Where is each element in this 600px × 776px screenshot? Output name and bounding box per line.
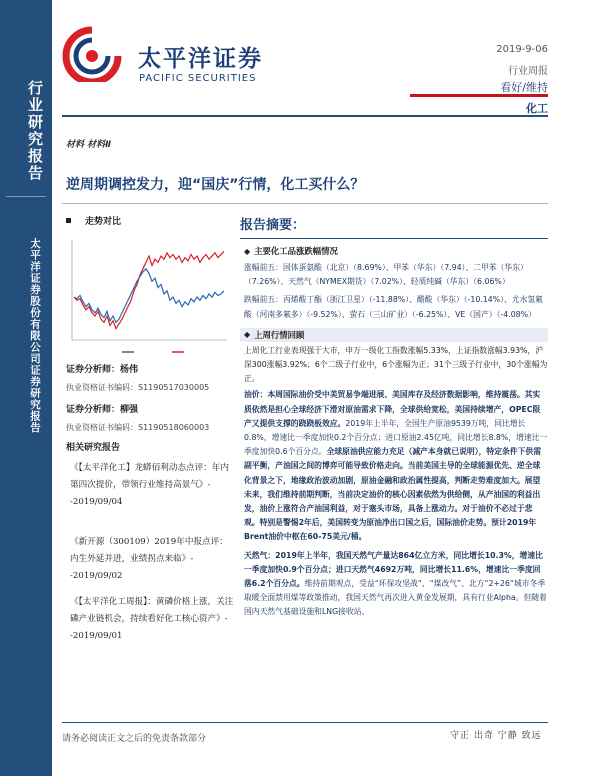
summary-title: 报告摘要： xyxy=(240,218,306,233)
oil-analysis xyxy=(244,388,548,544)
analyst-1-name: 证券分析师：杨伟 xyxy=(66,365,139,375)
title-rule xyxy=(62,203,548,204)
summary-column xyxy=(240,214,548,620)
top-gainers: 涨幅前五：国体蛋氨酸（北京）（8.69%）、甲苯（华东）（7.94）、二甲苯（华东）（7.26%）、天然气（NYMEX期货）（7.02%）、轻质纯碱（华东）（6.06%） xyxy=(244,263,528,287)
report-title: 逆周期调控发力，迎“国庆”行情，化工买什么？ xyxy=(66,177,365,193)
sidebar-company: 太平洋证券股份有限公司证券研究报告 xyxy=(29,238,41,434)
square-bullet-icon xyxy=(66,218,71,223)
related-reports-title: 相关研究报告 xyxy=(66,443,121,453)
oil-data: 2019年上半年，全国生产原油9539万吨，同比增长0.8%，增速比一季度加快0.2个百分点；进口原油2.45亿吨，同比增长8.8%，增速比一季度加快0.6个百分点。 xyxy=(244,418,548,457)
sidebar-divider xyxy=(6,196,46,197)
diamond-bullet-icon: ◆ xyxy=(244,330,251,340)
analyst-2-name: 证券分析师：柳强 xyxy=(66,405,139,415)
section-market-review xyxy=(244,329,304,341)
gas-lead: 天然气：2019年上半年，我国天然气产量达864亿立方米，同比增长10.3%，增速比一季度加快0.9个百分点；进口天然气4692万吨，同比增长11.6%，增速比一季度回落6.2个百分点。 xyxy=(244,550,543,589)
oil-outlook: 全球原油供应能力充足（减产本身就已说明），特定条件下供需副平衡，产油国之间的博弈可能导致价格走向。当前美国主导的全球能源优先、逆全球化背景之下，地缘政治波动加剧，原油金融和政治属性提高，判断走势难度加大。展望未来，我们维持前期判断，当前决定油价的核心因素依然为供给侧，从产油国的利益出发，油价上涨符合产油国利益，对于塞头市场，具备上涨动力。对于油价不必过于悲观。特别是警惕2年后，美国转变为原油净出口国之后，国际油价走势。预计2019年Brent油价中枢在60-75美元/桶。 xyxy=(244,447,541,542)
industry-name: 化工 xyxy=(526,102,548,115)
logo-chinese-name: 太平洋证券 xyxy=(138,46,263,72)
oil-lead: 油价：本周国际油价受中美贸易争端进展、美国库存及经济数据影响，维持震荡。其实质依然是担心全球经济下滑对原油需求下降，全球供给宽松，美国持续增产，OPEC限产又提供支撑的跷跷板效应。 xyxy=(244,390,541,428)
report-date: 2019-9-06 xyxy=(496,44,548,55)
gas-analysis xyxy=(244,549,548,620)
industry-rating: 看好/维持 xyxy=(500,81,548,94)
report-subtitle: 材料 材料Ⅱ xyxy=(66,140,112,150)
section-price-changes xyxy=(244,245,548,257)
market-review-text: 上周化工行业表现强于大市，申万一级化工指数涨幅5.33%，上证指数涨幅3.93%，沪深300涨幅3.92%；6个二级子行业中，6个涨幅为正；31个三级子行业中，30个涨幅为正。 xyxy=(244,345,548,384)
sidebar-category: 行业研究报告 xyxy=(26,80,44,182)
section-price-changes-title: 主要化工品涨跌幅情况 xyxy=(254,246,338,256)
footer-motto: 守正 出奇 宁静 致远 xyxy=(450,731,542,741)
market-review-bar xyxy=(240,328,548,342)
report-type: 行业周报 xyxy=(508,66,548,77)
gas-outlook: 维持前期观点，受益“环保攻坚战”、“煤改气”、北方“2+26”城市冬季取暖全面禁用煤等政策推动，我国天然气再次进入黄金发展期，具有行业Alpha。但随着国内天然气基础设施和LNG接收站、 xyxy=(244,579,547,617)
company-logo-icon xyxy=(62,26,122,82)
related-report-3[interactable]: 《【太平洋化工周报】：黄磷价格上涨，关注磷产业链机会，持续看好化工核心资产》--2019/09/01 xyxy=(70,597,234,641)
related-report-1[interactable]: 《【太平洋化工】龙蟒佰利动态点评：年内第四次提价，带领行业维持高景气》--2019/09/04 xyxy=(70,463,229,507)
analyst-1-cert: 执业资格证书编码：S1190517030005 xyxy=(66,383,210,392)
chart-heading-text: 走势对比 xyxy=(85,217,122,227)
left-column xyxy=(62,214,234,641)
related-report-2[interactable]: 《新开源（300109）2019年中报点评：内生外延并进，业绩拐点来临》--2019/09/02 xyxy=(70,537,228,581)
header-red-rule xyxy=(410,94,548,97)
summary-rule xyxy=(240,238,548,239)
section-market-review-title: 上周行情回顾 xyxy=(254,329,305,340)
series-line-1 xyxy=(74,251,224,328)
analyst-2-cert: 执业资格证书编码：S1190518060003 xyxy=(66,423,210,432)
top-losers: 跌幅前五：丙烯酸丁酯（浙江卫星）（-11.88%）、醋酸（华东）（-10.14%）、尤水氢氟酸（河南多氟多）（-9.52%）、萤石（三山矿业）（-6.25%）、VE（国产）（-4.08%） xyxy=(244,295,543,319)
footer-disclaimer: 请务必阅读正文之后的免责条款部分 xyxy=(62,734,207,744)
trend-chart xyxy=(62,230,232,360)
diamond-bullet-icon: ◆ xyxy=(244,246,251,256)
footer-rule xyxy=(62,722,548,723)
chart-heading xyxy=(66,214,232,227)
header-rule xyxy=(62,115,548,117)
logo-english-name: PACIFIC SECURITIES xyxy=(139,73,257,84)
left-sidebar xyxy=(0,0,52,776)
